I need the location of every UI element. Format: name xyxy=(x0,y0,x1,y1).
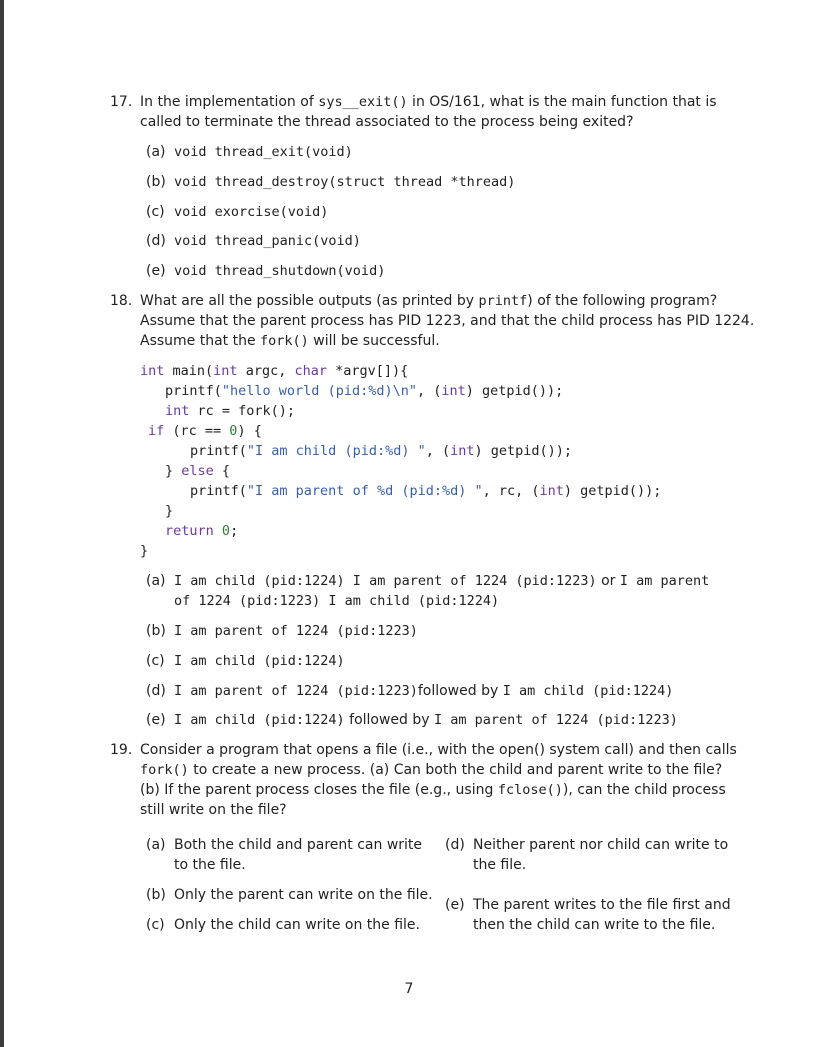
option-c: (c) I am child (pid:1224) xyxy=(146,653,345,669)
option-e-continued: then the child can write to the file. xyxy=(473,917,716,933)
option-c: (c) void exorcise(void) xyxy=(146,204,329,220)
option-b: (b) void thread_destroy(struct thread *thread) xyxy=(146,174,516,190)
option-a: (a) Both the child and parent can write xyxy=(146,837,423,853)
option-c: (c) Only the child can write on the file. xyxy=(146,917,420,933)
option-d: (d) Neither parent nor child can write to xyxy=(445,837,729,853)
question-text-line-1: Consider a program that opens a file (i.e., with the open() system call) and then calls xyxy=(140,742,737,758)
option-e: (e) I am child (pid:1224) followed by I am parent of 1224 (pid:1223) xyxy=(146,712,678,728)
option-b: (b) Only the parent can write on the file. xyxy=(146,887,433,903)
left-border xyxy=(0,0,4,1047)
question-text: In the implementation of sys__exit() in OS/161, what is the main function that is called to terminate the thread associated to the process being exited? xyxy=(140,94,717,130)
option-d: (d) void thread_panic(void) xyxy=(146,233,361,249)
option-a: (a) void thread_exit(void) xyxy=(146,144,353,160)
question-number: 19. xyxy=(110,742,133,758)
option-b: (b) I am parent of 1224 (pid:1223) xyxy=(146,623,418,639)
option-a-continued: of 1224 (pid:1223) I am child (pid:1224) xyxy=(174,593,500,609)
code-line: printf("hello world (pid:%d)\n", (int) getpid()); xyxy=(165,383,564,399)
question-text-line-4: still write on the file? xyxy=(140,802,287,818)
question-text-line-2: Assume that the parent process has PID 1223, and that the child process has PID 1224. xyxy=(140,313,755,329)
code-line: printf("I am parent of %d (pid:%d) ", rc, (int) getpid()); xyxy=(190,483,662,499)
code-line: int main(int argc, char *argv[]){ xyxy=(140,363,409,379)
code-line: } else { xyxy=(165,463,231,479)
code-line: } xyxy=(165,503,174,519)
code-line: if (rc == 0) { xyxy=(148,423,262,439)
option-e: (e) void thread_shutdown(void) xyxy=(146,263,386,279)
code-line: printf("I am child (pid:%d) ", (int) getpid()); xyxy=(190,443,573,459)
option-d: (d) I am parent of 1224 (pid:1223)followed by I am child (pid:1224) xyxy=(146,683,674,699)
question-text-line-2: fork() to create a new process. (a) Can both the child and parent write to the file? xyxy=(140,762,723,778)
option-d-continued: the file. xyxy=(473,857,527,873)
question-number: 18. xyxy=(110,293,133,309)
option-a: (a) I am child (pid:1224) I am parent of 1224 (pid:1223) or I am parent xyxy=(146,573,710,589)
question-text-line-3: (b) If the parent process closes the file (e.g., using fclose()), can the child process xyxy=(140,782,726,798)
option-e: (e) The parent writes to the file first and xyxy=(445,897,731,913)
page-number: 7 xyxy=(404,981,414,997)
code-line: } xyxy=(140,543,149,559)
question-text-line-3: Assume that the fork() will be successful. xyxy=(140,333,440,349)
code-line: int rc = fork(); xyxy=(165,403,296,419)
question-text-line-1: What are all the possible outputs (as printed by printf) of the following program? xyxy=(140,293,718,309)
question-number: 17. xyxy=(110,94,133,110)
code-line: return 0; xyxy=(165,523,239,539)
option-a-continued: to the file. xyxy=(174,857,246,873)
